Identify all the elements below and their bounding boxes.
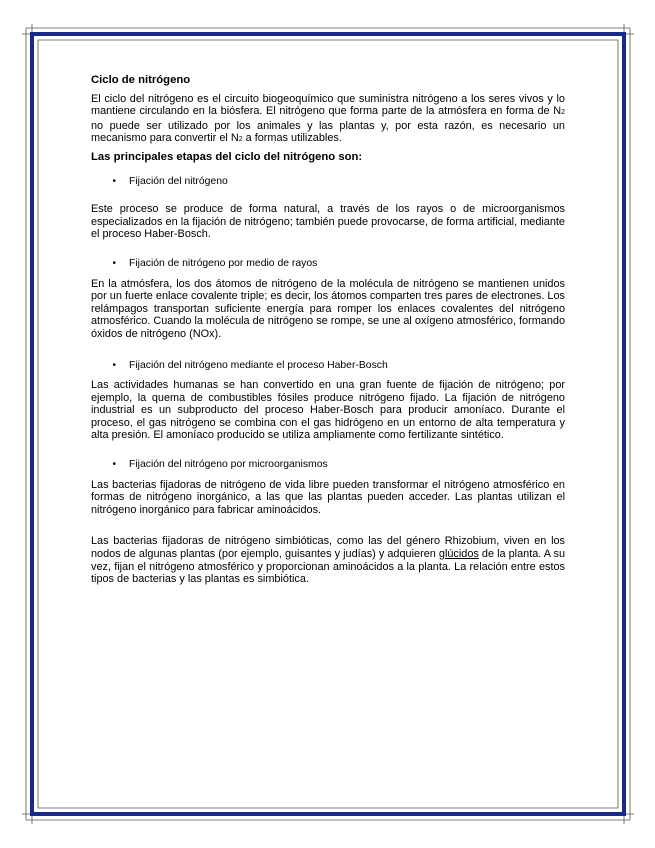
section-paragraph: En la atmósfera, los dos átomos de nitrógeno de la molécula de nitrógeno se mantienen unidos por un fuerte enlace covalente triple; es decir, los átomos comparten tres pares de electrones. Los relámpagos transportan suficiente energía para romper los enlaces covalentes del nitrógeno atmosférico. Cuando la molécula de nitrógeno se rompe, se une al oxígeno atmosférico, formando óxidos de nitrógeno (NOx). [91,277,566,340]
closing-text-2: de la planta. A su vez, fijan el nitrógeno atmosférico y proporcionan aminoácidos a la planta. La relación entre estos tipos de bacterias y las plantas es simbiótica. [91,548,566,586]
bullet-icon: • [112,175,116,187]
list-item-label: Fijación del nitrógeno mediante el proceso Haber-Bosch [129,359,388,371]
section-subtitle: Las principales etapas del ciclo del nitrógeno son: [91,150,363,163]
list-item-label: Fijación del nitrógeno por microorganismos [129,459,328,471]
section-paragraph: Este proceso se produce de forma natural, a través de los rayos o de microorganismos especializados en la fijación de nitrógeno; también puede provocarse, de forma artificial, mediante el proceso Haber-Bosch. [91,203,565,241]
section-paragraph: Las actividades humanas se han convertido en una gran fuente de fijación de nitrógeno; por ejemplo, la quema de combustibles fósiles produce nitrógeno fijado. La fijación de nitrógeno industrial es un subproducto del proceso Haber-Bosch para producir amoníaco. Durante el proceso, el gas nitrógeno se combina con el gas hidrógeno en un entorno de alta temperatura y alta presión. El amoníaco producido se utiliza ampliamente como fertilizante sintético. [91,379,565,442]
closing-paragraph [91,535,565,585]
section-paragraph: Las bacterias fijadoras de nitrógeno de vida libre pueden transformar el nitrógeno atmosférico en formas de nitrógeno inorgánico, a las que las plantas pueden acceder. Las plantas utilizan el nitrógeno inorgánico para fabricar aminoácidos. [91,478,565,516]
intro-paragraph [91,93,565,147]
page-title: Ciclo de nitrógeno [91,74,191,86]
list-item-label: Fijación del nitrógeno [129,175,228,187]
subscript-2: 2 [238,136,243,144]
subscript-2: 2 [561,109,565,117]
intro-text-3: a formas utilizables. [242,132,342,145]
list-item [91,459,565,472]
intro-text-1: El ciclo del nitrógeno es el circuito biogeoquímico que suministra nitrógeno a los seres vivos y lo mantiene circulando en la biósfera. El nitrógeno que forma parte de la atmósfera en forma de N [91,92,565,118]
document-body [91,74,565,586]
closing-text-1: Las bacterias fijadoras de nitrógeno simbióticas, como las del género Rhizobium, viven en los nodos de algunas plantas (por ejemplo, guisantes y judías) y adquieren [91,535,565,561]
intro-text-2: no puede ser utilizado por los animales y las plantas y, por esta razón, es necesario un mecanismo para convertir el N [91,119,565,145]
glucidos-link[interactable]: glúcidos [438,548,479,561]
list-item [91,360,565,373]
list-item-label: Fijación de nitrógeno por medio de rayos [129,257,318,269]
list-item [91,176,565,189]
bullet-icon: • [112,359,116,371]
bullet-icon: • [112,257,116,269]
list-item [91,258,565,271]
bullet-icon: • [112,459,116,471]
